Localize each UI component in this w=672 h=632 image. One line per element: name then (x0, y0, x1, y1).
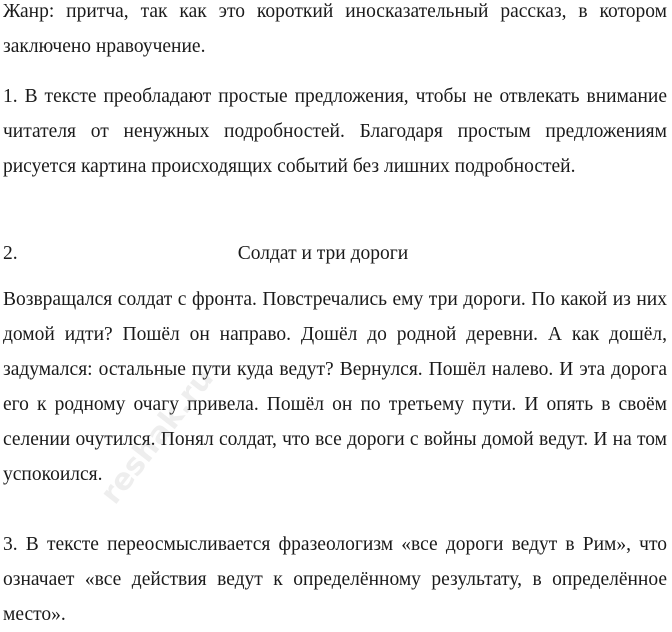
point-1-paragraph: 1. В тексте преобладают простые предложения, чтобы не отвлекать внимание читателя от ненужных подробностей. Благодаря простым предложениям рисуется картина происходящих событий без лишних подробностей. (3, 86, 667, 177)
genre-paragraph: Жанр: притча, так как это короткий иносказательный рассказ, в котором заключено нравоучение. (3, 1, 667, 57)
story-title: Солдат и три дороги (237, 243, 409, 264)
story-paragraph: Возвращался солдат с фронта. Повстречались ему три дороги. По какой из них домой идти? Пошёл он направо. Дошёл до родной деревни. А как дошёл, задумался: остальные пути куда ведут? Вернулся. Пошёл налево. И эта дорога его к родному очагу привела. Пошёл он по третьему пути. И опять в своём селении очутился. Понял солдат, что все дороги с войны домой ведут. И на том успокоился. (3, 289, 667, 485)
point-2-number: 2. (3, 243, 18, 264)
point-3-paragraph: 3. В тексте переосмысливается фразеологизм «все дороги ведут в Рим», что означает «все действия ведут к определённому результату, в определённое место». (3, 534, 667, 625)
watermark: reshak.ru (93, 361, 221, 511)
story-heading-row (3, 236, 667, 271)
